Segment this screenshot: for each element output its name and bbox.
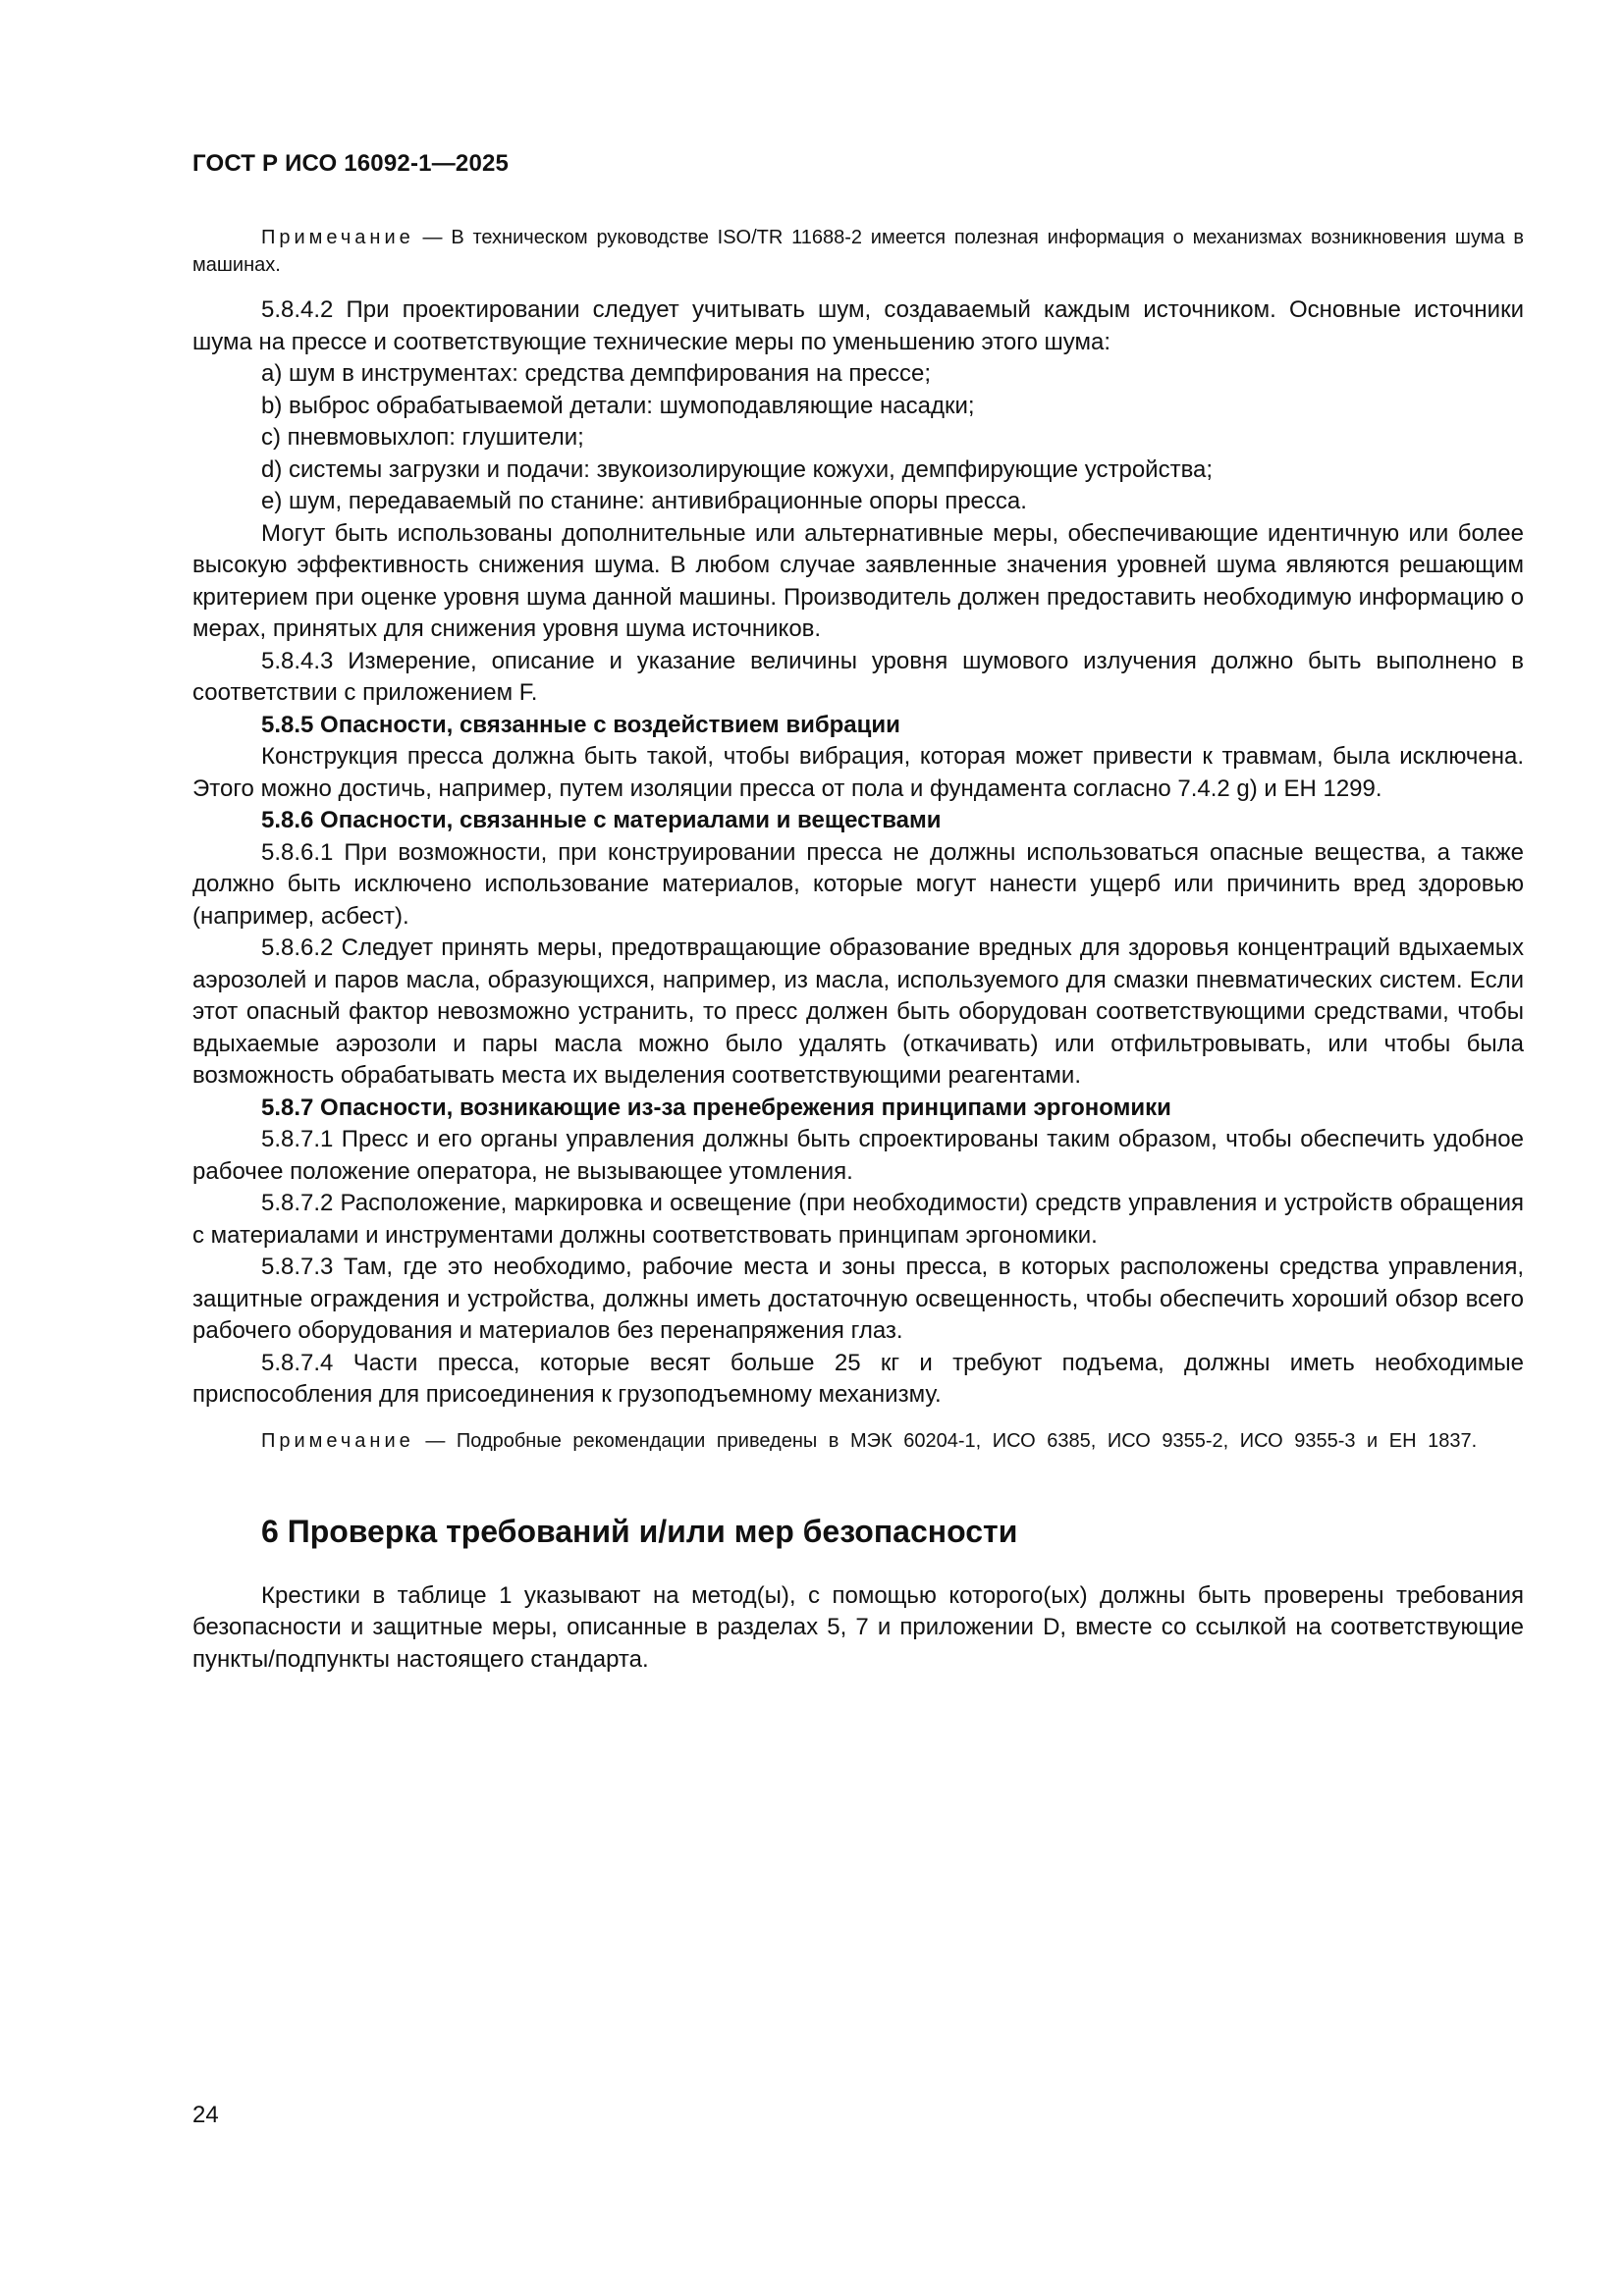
- paragraph-5-8-7-2: 5.8.7.2 Расположение, маркировка и освещение (при необходимости) средств управления и устройств обращения с материалами и инструментами должны соответствовать принципам эргономики.: [192, 1190, 1524, 1249]
- subheading-5-8-6: 5.8.6 Опасности, связанные с материалами и веществами: [261, 807, 942, 833]
- list-item: d) системы загрузки и подачи: звукоизолирующие кожухи, демпфирующие устройства;: [261, 455, 1214, 483]
- note-text: — В техническом руководстве ISO/TR 11688-2 имеется полезная информация о механизмах возникновения шума в машинах.: [192, 227, 1524, 276]
- note-label: Примечание: [261, 1429, 414, 1452]
- paragraph-5-8-7-3: 5.8.7.3 Там, где это необходимо, рабочие места и зоны пресса, в которых расположены средства управления, защитные ограждения и устройства, должны иметь достаточную освещенность, чтобы обеспечить хороший обзор всего рабочего оборудования и материалов без перенапряжения глаз.: [192, 1254, 1524, 1344]
- list-item: b) выброс обрабатываемой детали: шумоподавляющие насадки;: [261, 392, 975, 419]
- paragraph-5-8-4-3: 5.8.4.3 Измерение, описание и указание величины уровня шумового излучения должно быть выполнено в соответствии с приложением F.: [192, 647, 1524, 706]
- subheading-5-8-7: 5.8.7 Опасности, возникающие из-за пренебрежения принципами эргономики: [261, 1094, 1171, 1121]
- note-text: — Подробные рекомендации приведены в МЭК 60204-1, ИСО 6385, ИСО 9355-2, ИСО 9355-3 и ЕН 1837.: [413, 1429, 1478, 1452]
- paragraph-5-8-7-1: 5.8.7.1 Пресс и его органы управления должны быть спроектированы таким образом, чтобы обеспечить удобное рабочее положение оператора, не вызывающее утомления.: [192, 1126, 1524, 1185]
- page-number: 24: [192, 2102, 219, 2128]
- page-content: [192, 224, 1524, 1676]
- paragraph-5-8-6-2: 5.8.6.2 Следует принять меры, предотвращающие образование вредных для здоровья концентраций вдыхаемых аэрозолей и паров масла, образующихся, например, из масла, используемого для смазки пневматических систем. Если этот опасный фактор невозможно устранить, то пресс должен быть оборудован соответствующими средствами, чтобы вдыхаемые аэрозоли и пары масла можно было удалять (откачивать) или отфильтровывать, или чтобы была возможность обрабатывать места их выделения соответствующими реагентами.: [192, 934, 1524, 1089]
- paragraph-section-6: Крестики в таблице 1 указывают на метод(ы), с помощью которого(ых) должны быть проверены требования безопасности и защитные меры, описанные в разделах 5, 7 и приложении D, вместе со ссылкой на соответствующие пункты/подпункты настоящего стандарта.: [192, 1581, 1524, 1673]
- paragraph-5-8-4-2: 5.8.4.2 При проектировании следует учитывать шум, создаваемый каждым источником. Основные источники шума на прессе и соответствующие технические меры по уменьшению этого шума:: [192, 296, 1524, 355]
- subheading-5-8-5: 5.8.5 Опасности, связанные с воздействием вибрации: [261, 711, 900, 738]
- paragraph-5-8-7-4: 5.8.7.4 Части пресса, которые весят больше 25 кг и требуют подъема, должны иметь необходимые приспособления для присоединения к грузоподъемному механизму.: [192, 1349, 1524, 1408]
- list-item: a) шум в инструментах: средства демпфирования на прессе;: [261, 360, 932, 387]
- note-label: Примечание: [261, 227, 414, 248]
- note-1: [192, 224, 1524, 279]
- paragraph-5-8-6-1: 5.8.6.1 При возможности, при конструировании пресса не должны использоваться опасные вещества, а также должно быть исключено использование материалов, которые могут нанести ущерб или причинить вред здоровью (например, асбест).: [192, 838, 1524, 930]
- note-2: [192, 1427, 1524, 1455]
- document-header: ГОСТ Р ИСО 16092-1—2025: [192, 150, 510, 177]
- list-item: c) пневмовыхлоп: глушители;: [261, 424, 584, 451]
- paragraph-additional-measures: Могут быть использованы дополнительные или альтернативные меры, обеспечивающие идентичную или более высокую эффективность снижения шума. В любом случае заявленные значения уровней шума являются решающим критерием при оценке уровня шума данной машины. Производитель должен предоставить необходимую информацию о мерах, принятых для снижения уровня шума источников.: [192, 519, 1524, 642]
- list-item: e) шум, передаваемый по станине: антивибрационные опоры пресса.: [261, 488, 1027, 514]
- paragraph-vibration: Конструкция пресса должна быть такой, чтобы вибрация, которая может привести к травмам, была исключена. Этого можно достичь, например, путем изоляции пресса от пола и фундамента согласно 7.4.2 g) и ЕН 1299.: [192, 743, 1524, 802]
- section-6-heading: 6 Проверка требований и/или мер безопасности: [261, 1513, 1018, 1549]
